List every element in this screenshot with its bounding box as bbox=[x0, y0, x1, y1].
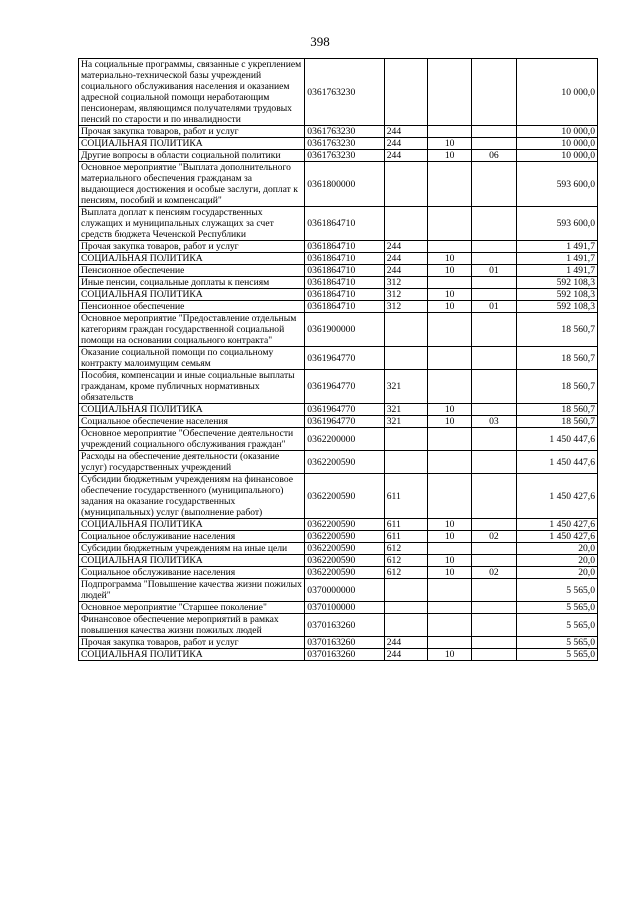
table-row bbox=[79, 59, 598, 126]
row-subsection-cell bbox=[472, 519, 516, 531]
row-amount-cell: 20,0 bbox=[516, 567, 598, 579]
row-amount-cell: 20,0 bbox=[516, 555, 598, 567]
row-section-cell bbox=[428, 126, 472, 138]
row-amount-cell: 5 565,0 bbox=[516, 614, 598, 637]
row-section-cell bbox=[428, 637, 472, 649]
row-subsection-cell bbox=[472, 277, 516, 289]
row-section-cell: 10 bbox=[428, 567, 472, 579]
row-expense-type-cell: 611 bbox=[384, 474, 427, 519]
row-subsection-cell bbox=[472, 637, 516, 649]
row-target-code-cell: 0370000000 bbox=[305, 579, 384, 602]
row-target-code-cell: 0370163260 bbox=[305, 614, 384, 637]
row-amount-cell: 1 491,7 bbox=[516, 253, 598, 265]
row-amount-cell: 1 450 427,6 bbox=[516, 474, 598, 519]
row-amount-cell: 593 600,0 bbox=[516, 207, 598, 241]
row-target-code-cell: 0361900000 bbox=[305, 313, 384, 347]
row-target-code-cell: 0361964770 bbox=[305, 347, 384, 370]
row-section-cell bbox=[428, 602, 472, 614]
row-expense-type-cell bbox=[384, 614, 427, 637]
row-section-cell: 10 bbox=[428, 649, 472, 661]
table-row bbox=[79, 370, 598, 404]
row-target-code-cell: 0370163260 bbox=[305, 637, 384, 649]
row-target-code-cell: 0361763230 bbox=[305, 138, 384, 150]
table-row bbox=[79, 567, 598, 579]
row-subsection-cell bbox=[472, 404, 516, 416]
row-name-cell: Расходы на обеспечение деятельности (оказание услуг) государственных учреждений bbox=[79, 451, 305, 474]
row-expense-type-cell bbox=[384, 451, 427, 474]
row-target-code-cell: 0361763230 bbox=[305, 150, 384, 162]
table-row bbox=[79, 265, 598, 277]
row-name-cell: Прочая закупка товаров, работ и услуг bbox=[79, 241, 305, 253]
row-expense-type-cell: 321 bbox=[384, 370, 427, 404]
row-expense-type-cell bbox=[384, 428, 427, 451]
table-row bbox=[79, 241, 598, 253]
row-target-code-cell: 0361864710 bbox=[305, 289, 384, 301]
row-subsection-cell bbox=[472, 614, 516, 637]
row-name-cell: Выплата доплат к пенсиям государственных служащих и муниципальных служащих за счет средств бюджета Чеченской Республики bbox=[79, 207, 305, 241]
row-amount-cell: 1 450 427,6 bbox=[516, 531, 598, 543]
row-target-code-cell: 0362200590 bbox=[305, 567, 384, 579]
row-section-cell bbox=[428, 579, 472, 602]
table-row bbox=[79, 150, 598, 162]
row-section-cell bbox=[428, 241, 472, 253]
table-row bbox=[79, 416, 598, 428]
row-section-cell bbox=[428, 313, 472, 347]
row-amount-cell: 592 108,3 bbox=[516, 277, 598, 289]
row-name-cell: Субсидии бюджетным учреждениям на иные цели bbox=[79, 543, 305, 555]
row-target-code-cell: 0362200590 bbox=[305, 474, 384, 519]
row-target-code-cell: 0361864710 bbox=[305, 241, 384, 253]
row-subsection-cell: 01 bbox=[472, 265, 516, 277]
table-row bbox=[79, 474, 598, 519]
row-subsection-cell bbox=[472, 347, 516, 370]
row-target-code-cell: 0361763230 bbox=[305, 126, 384, 138]
row-expense-type-cell bbox=[384, 207, 427, 241]
row-name-cell: СОЦИАЛЬНАЯ ПОЛИТИКА bbox=[79, 404, 305, 416]
row-section-cell bbox=[428, 543, 472, 555]
row-name-cell: Пенсионное обеспечение bbox=[79, 301, 305, 313]
row-amount-cell: 5 565,0 bbox=[516, 637, 598, 649]
row-expense-type-cell bbox=[384, 602, 427, 614]
row-name-cell: Социальное обеспечение населения bbox=[79, 416, 305, 428]
row-section-cell: 10 bbox=[428, 138, 472, 150]
table-row bbox=[79, 531, 598, 543]
row-amount-cell: 10 000,0 bbox=[516, 150, 598, 162]
table-row bbox=[79, 428, 598, 451]
table-row bbox=[79, 579, 598, 602]
row-subsection-cell bbox=[472, 138, 516, 150]
row-amount-cell: 5 565,0 bbox=[516, 602, 598, 614]
row-target-code-cell: 0362200590 bbox=[305, 519, 384, 531]
row-amount-cell: 10 000,0 bbox=[516, 138, 598, 150]
row-subsection-cell bbox=[472, 602, 516, 614]
budget-table-body bbox=[79, 59, 598, 661]
row-section-cell bbox=[428, 277, 472, 289]
row-amount-cell: 5 565,0 bbox=[516, 649, 598, 661]
row-name-cell: Пособия, компенсации и иные социальные выплаты гражданам, кроме публичных нормативных обязательств bbox=[79, 370, 305, 404]
table-row bbox=[79, 614, 598, 637]
row-expense-type-cell bbox=[384, 162, 427, 207]
row-expense-type-cell: 244 bbox=[384, 241, 427, 253]
row-subsection-cell: 01 bbox=[472, 301, 516, 313]
row-name-cell: СОЦИАЛЬНАЯ ПОЛИТИКА bbox=[79, 138, 305, 150]
row-amount-cell: 18 560,7 bbox=[516, 370, 598, 404]
row-name-cell: СОЦИАЛЬНАЯ ПОЛИТИКА bbox=[79, 649, 305, 661]
row-expense-type-cell: 244 bbox=[384, 126, 427, 138]
table-row bbox=[79, 649, 598, 661]
table-row bbox=[79, 301, 598, 313]
row-subsection-cell bbox=[472, 579, 516, 602]
row-subsection-cell bbox=[472, 370, 516, 404]
table-row bbox=[79, 207, 598, 241]
page-number: 398 bbox=[310, 34, 330, 49]
row-name-cell: На социальные программы, связанные с укреплением материально-технической базы учреждений социального обслуживания населения и оказанием адресной социальной помощи неработающим пенсионерам, являющимся получателями трудовых пенсий по старости и по инвалидности bbox=[79, 59, 305, 126]
row-amount-cell: 1 450 427,6 bbox=[516, 519, 598, 531]
row-expense-type-cell: 612 bbox=[384, 555, 427, 567]
row-amount-cell: 593 600,0 bbox=[516, 162, 598, 207]
row-section-cell: 10 bbox=[428, 404, 472, 416]
row-expense-type-cell: 611 bbox=[384, 519, 427, 531]
row-name-cell: Основное мероприятие "Предоставление отдельным категориям граждан государственной социальной помощи на основании социального контракта" bbox=[79, 313, 305, 347]
row-amount-cell: 1 450 447,6 bbox=[516, 428, 598, 451]
row-subsection-cell bbox=[472, 649, 516, 661]
row-name-cell: Социальное обслуживание населения bbox=[79, 567, 305, 579]
row-target-code-cell: 0370100000 bbox=[305, 602, 384, 614]
row-expense-type-cell bbox=[384, 59, 427, 126]
row-subsection-cell: 06 bbox=[472, 150, 516, 162]
row-name-cell: Финансовое обеспечение мероприятий в рамках повышения качества жизни пожилых людей bbox=[79, 614, 305, 637]
row-section-cell: 10 bbox=[428, 555, 472, 567]
row-expense-type-cell: 244 bbox=[384, 138, 427, 150]
row-target-code-cell: 0362200590 bbox=[305, 451, 384, 474]
row-name-cell: СОЦИАЛЬНАЯ ПОЛИТИКА bbox=[79, 289, 305, 301]
row-expense-type-cell bbox=[384, 579, 427, 602]
row-subsection-cell bbox=[472, 313, 516, 347]
row-name-cell: Пенсионное обеспечение bbox=[79, 265, 305, 277]
row-amount-cell: 1 450 447,6 bbox=[516, 451, 598, 474]
row-expense-type-cell: 244 bbox=[384, 649, 427, 661]
table-row bbox=[79, 519, 598, 531]
row-target-code-cell: 0362200590 bbox=[305, 555, 384, 567]
row-expense-type-cell: 312 bbox=[384, 301, 427, 313]
row-name-cell: Субсидии бюджетным учреждениям на финансовое обеспечение государственного (муниципального) задания на оказание государственных (муниципальных) услуг (выполнение работ) bbox=[79, 474, 305, 519]
row-expense-type-cell: 244 bbox=[384, 253, 427, 265]
table-row bbox=[79, 162, 598, 207]
row-amount-cell: 1 491,7 bbox=[516, 241, 598, 253]
row-subsection-cell bbox=[472, 253, 516, 265]
row-subsection-cell bbox=[472, 126, 516, 138]
row-amount-cell: 20,0 bbox=[516, 543, 598, 555]
row-subsection-cell: 03 bbox=[472, 416, 516, 428]
table-row bbox=[79, 126, 598, 138]
table-row bbox=[79, 313, 598, 347]
row-section-cell bbox=[428, 451, 472, 474]
row-name-cell: Прочая закупка товаров, работ и услуг bbox=[79, 126, 305, 138]
table-row bbox=[79, 289, 598, 301]
row-section-cell: 10 bbox=[428, 531, 472, 543]
row-section-cell bbox=[428, 59, 472, 126]
row-subsection-cell bbox=[472, 59, 516, 126]
row-section-cell: 10 bbox=[428, 253, 472, 265]
row-target-code-cell: 0361964770 bbox=[305, 404, 384, 416]
row-expense-type-cell bbox=[384, 347, 427, 370]
row-amount-cell: 18 560,7 bbox=[516, 313, 598, 347]
row-expense-type-cell: 312 bbox=[384, 289, 427, 301]
row-subsection-cell bbox=[472, 555, 516, 567]
row-amount-cell: 18 560,7 bbox=[516, 347, 598, 370]
row-subsection-cell bbox=[472, 207, 516, 241]
row-name-cell: Основное мероприятие "Обеспечение деятельности учреждений социального обслуживания граждан" bbox=[79, 428, 305, 451]
row-section-cell bbox=[428, 614, 472, 637]
budget-table bbox=[78, 58, 598, 661]
row-name-cell: Подпрограмма "Повышение качества жизни пожилых людей" bbox=[79, 579, 305, 602]
row-section-cell bbox=[428, 162, 472, 207]
row-target-code-cell: 0362200000 bbox=[305, 428, 384, 451]
row-target-code-cell: 0362200590 bbox=[305, 543, 384, 555]
row-amount-cell: 10 000,0 bbox=[516, 59, 598, 126]
row-target-code-cell: 0370163260 bbox=[305, 649, 384, 661]
row-amount-cell: 18 560,7 bbox=[516, 416, 598, 428]
row-section-cell: 10 bbox=[428, 519, 472, 531]
table-row bbox=[79, 543, 598, 555]
row-expense-type-cell: 244 bbox=[384, 637, 427, 649]
row-target-code-cell: 0362200590 bbox=[305, 531, 384, 543]
row-name-cell: Основное мероприятие "Старшее поколение" bbox=[79, 602, 305, 614]
row-expense-type-cell: 321 bbox=[384, 404, 427, 416]
row-target-code-cell: 0361864710 bbox=[305, 301, 384, 313]
row-subsection-cell bbox=[472, 428, 516, 451]
table-row bbox=[79, 347, 598, 370]
row-amount-cell: 10 000,0 bbox=[516, 126, 598, 138]
row-subsection-cell bbox=[472, 162, 516, 207]
row-section-cell bbox=[428, 428, 472, 451]
row-expense-type-cell: 244 bbox=[384, 150, 427, 162]
row-amount-cell: 1 491,7 bbox=[516, 265, 598, 277]
row-target-code-cell: 0361800000 bbox=[305, 162, 384, 207]
row-expense-type-cell: 312 bbox=[384, 277, 427, 289]
row-amount-cell: 592 108,3 bbox=[516, 289, 598, 301]
row-name-cell: СОЦИАЛЬНАЯ ПОЛИТИКА bbox=[79, 519, 305, 531]
table-row bbox=[79, 138, 598, 150]
row-expense-type-cell bbox=[384, 313, 427, 347]
table-row bbox=[79, 451, 598, 474]
row-subsection-cell: 02 bbox=[472, 567, 516, 579]
row-expense-type-cell: 612 bbox=[384, 567, 427, 579]
table-row bbox=[79, 637, 598, 649]
row-amount-cell: 592 108,3 bbox=[516, 301, 598, 313]
row-expense-type-cell: 244 bbox=[384, 265, 427, 277]
row-section-cell: 10 bbox=[428, 265, 472, 277]
row-expense-type-cell: 612 bbox=[384, 543, 427, 555]
row-expense-type-cell: 321 bbox=[384, 416, 427, 428]
row-name-cell: Оказание социальной помощи по социальному контракту малоимущим семьям bbox=[79, 347, 305, 370]
row-expense-type-cell: 611 bbox=[384, 531, 427, 543]
row-section-cell bbox=[428, 474, 472, 519]
row-subsection-cell bbox=[472, 289, 516, 301]
row-section-cell: 10 bbox=[428, 416, 472, 428]
row-name-cell: Другие вопросы в области социальной политики bbox=[79, 150, 305, 162]
row-target-code-cell: 0361864710 bbox=[305, 265, 384, 277]
table-row bbox=[79, 253, 598, 265]
table-row bbox=[79, 555, 598, 567]
table-row bbox=[79, 602, 598, 614]
row-name-cell: СОЦИАЛЬНАЯ ПОЛИТИКА bbox=[79, 253, 305, 265]
row-name-cell: СОЦИАЛЬНАЯ ПОЛИТИКА bbox=[79, 555, 305, 567]
row-section-cell bbox=[428, 347, 472, 370]
row-amount-cell: 5 565,0 bbox=[516, 579, 598, 602]
row-section-cell bbox=[428, 370, 472, 404]
row-subsection-cell bbox=[472, 241, 516, 253]
row-target-code-cell: 0361763230 bbox=[305, 59, 384, 126]
row-subsection-cell bbox=[472, 543, 516, 555]
row-section-cell: 10 bbox=[428, 150, 472, 162]
row-target-code-cell: 0361864710 bbox=[305, 277, 384, 289]
row-target-code-cell: 0361864710 bbox=[305, 253, 384, 265]
table-row bbox=[79, 277, 598, 289]
row-subsection-cell bbox=[472, 474, 516, 519]
table-row bbox=[79, 404, 598, 416]
row-subsection-cell: 02 bbox=[472, 531, 516, 543]
row-name-cell: Прочая закупка товаров, работ и услуг bbox=[79, 637, 305, 649]
row-target-code-cell: 0361964770 bbox=[305, 370, 384, 404]
row-name-cell: Социальное обслуживание населения bbox=[79, 531, 305, 543]
row-target-code-cell: 0361964770 bbox=[305, 416, 384, 428]
row-subsection-cell bbox=[472, 451, 516, 474]
row-section-cell: 10 bbox=[428, 289, 472, 301]
row-section-cell bbox=[428, 207, 472, 241]
row-name-cell: Иные пенсии, социальные доплаты к пенсиям bbox=[79, 277, 305, 289]
row-section-cell: 10 bbox=[428, 301, 472, 313]
row-target-code-cell: 0361864710 bbox=[305, 207, 384, 241]
row-name-cell: Основное мероприятие "Выплата дополнительного материального обеспечения гражданам за выдающиеся достижения и особые заслуги, доплат к пенсиям, пособий и компенсаций" bbox=[79, 162, 305, 207]
row-amount-cell: 18 560,7 bbox=[516, 404, 598, 416]
